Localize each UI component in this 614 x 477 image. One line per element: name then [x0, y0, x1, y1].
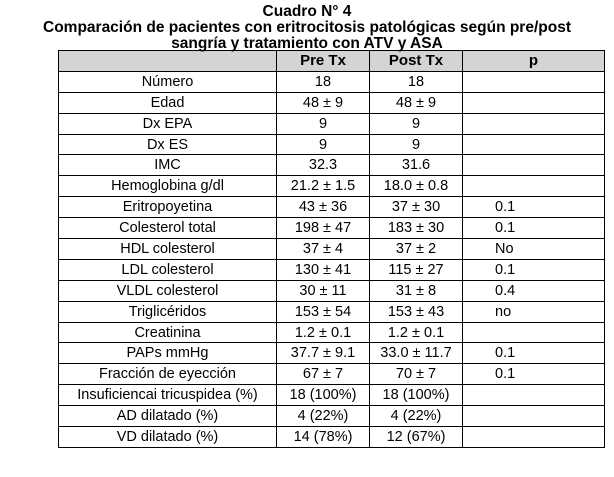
header-p: p — [463, 51, 605, 72]
row-label: VD dilatado (%) — [59, 427, 277, 448]
table-row — [59, 197, 605, 218]
p-value: 0.1 — [463, 259, 605, 280]
table-row — [59, 259, 605, 280]
pre-tx-value: 48 ± 9 — [277, 92, 370, 113]
pre-tx-value: 30 ± 11 — [277, 280, 370, 301]
post-tx-value: 48 ± 9 — [370, 92, 463, 113]
row-label: Creatinina — [59, 322, 277, 343]
p-value — [463, 385, 605, 406]
p-value: no — [463, 301, 605, 322]
pre-tx-value: 153 ± 54 — [277, 301, 370, 322]
table-row — [59, 385, 605, 406]
row-label: Dx EPA — [59, 113, 277, 134]
caption-subtitle-line-1: Comparación de pacientes con eritrocitosis patológicas según pre/post — [43, 19, 571, 36]
p-value: 0.4 — [463, 280, 605, 301]
post-tx-value: 9 — [370, 113, 463, 134]
pre-tx-value: 18 (100%) — [277, 385, 370, 406]
pre-tx-value: 130 ± 41 — [277, 259, 370, 280]
pre-tx-value: 67 ± 7 — [277, 364, 370, 385]
row-label: VLDL colesterol — [59, 280, 277, 301]
p-value: 0.1 — [463, 343, 605, 364]
p-value: 0.1 — [463, 364, 605, 385]
post-tx-value: 115 ± 27 — [370, 259, 463, 280]
table-row — [59, 301, 605, 322]
post-tx-value: 18.0 ± 0.8 — [370, 176, 463, 197]
table-row — [59, 427, 605, 448]
post-tx-value: 37 ± 2 — [370, 239, 463, 260]
post-tx-value: 33.0 ± 11.7 — [370, 343, 463, 364]
pre-tx-value: 37.7 ± 9.1 — [277, 343, 370, 364]
pre-tx-value: 32.3 — [277, 155, 370, 176]
row-label: LDL colesterol — [59, 259, 277, 280]
p-value — [463, 427, 605, 448]
row-label: Triglicéridos — [59, 301, 277, 322]
row-label: Dx ES — [59, 134, 277, 155]
post-tx-value: 37 ± 30 — [370, 197, 463, 218]
pre-tx-value: 198 ± 47 — [277, 218, 370, 239]
p-value — [463, 71, 605, 92]
post-tx-value: 12 (67%) — [370, 427, 463, 448]
table-caption — [0, 0, 614, 50]
header-blank — [59, 51, 277, 72]
pre-tx-value: 1.2 ± 0.1 — [277, 322, 370, 343]
pre-tx-value: 21.2 ± 1.5 — [277, 176, 370, 197]
table-row — [59, 155, 605, 176]
comparison-table — [58, 50, 605, 448]
table-row — [59, 239, 605, 260]
p-value: 0.1 — [463, 218, 605, 239]
row-label: Fracción de eyección — [59, 364, 277, 385]
post-tx-value: 70 ± 7 — [370, 364, 463, 385]
post-tx-value: 18 (100%) — [370, 385, 463, 406]
pre-tx-value: 14 (78%) — [277, 427, 370, 448]
caption-text — [0, 4, 614, 52]
pre-tx-value: 43 ± 36 — [277, 197, 370, 218]
row-label: Número — [59, 71, 277, 92]
post-tx-value: 183 ± 30 — [370, 218, 463, 239]
row-label: Hemoglobina g/dl — [59, 176, 277, 197]
row-label: AD dilatado (%) — [59, 406, 277, 427]
p-value — [463, 134, 605, 155]
table-row — [59, 92, 605, 113]
post-tx-value: 31 ± 8 — [370, 280, 463, 301]
table-row — [59, 343, 605, 364]
pre-tx-value: 9 — [277, 134, 370, 155]
table-row — [59, 406, 605, 427]
row-label: Insuficiencai tricuspidea (%) — [59, 385, 277, 406]
table-row — [59, 322, 605, 343]
row-label: Edad — [59, 92, 277, 113]
caption-subtitle-line-2: sangría y tratamiento con ATV y ASA — [171, 35, 443, 52]
caption-title: Cuadro N° 4 — [262, 3, 352, 20]
table-row — [59, 113, 605, 134]
p-value — [463, 406, 605, 427]
table-row — [59, 364, 605, 385]
p-value — [463, 113, 605, 134]
post-tx-value: 1.2 ± 0.1 — [370, 322, 463, 343]
table-body — [59, 71, 605, 447]
post-tx-value: 9 — [370, 134, 463, 155]
p-value — [463, 155, 605, 176]
p-value: 0.1 — [463, 197, 605, 218]
row-label: HDL colesterol — [59, 239, 277, 260]
post-tx-value: 153 ± 43 — [370, 301, 463, 322]
row-label: Eritropoyetina — [59, 197, 277, 218]
header-pre-tx: Pre Tx — [277, 51, 370, 72]
pre-tx-value: 37 ± 4 — [277, 239, 370, 260]
pre-tx-value: 18 — [277, 71, 370, 92]
table-row — [59, 71, 605, 92]
post-tx-value: 31.6 — [370, 155, 463, 176]
p-value — [463, 322, 605, 343]
table-row — [59, 218, 605, 239]
p-value — [463, 176, 605, 197]
post-tx-value: 4 (22%) — [370, 406, 463, 427]
pre-tx-value: 9 — [277, 113, 370, 134]
header-row — [59, 51, 605, 72]
row-label: PAPs mmHg — [59, 343, 277, 364]
table-row — [59, 176, 605, 197]
header-post-tx: Post Tx — [370, 51, 463, 72]
table-row — [59, 134, 605, 155]
p-value — [463, 92, 605, 113]
pre-tx-value: 4 (22%) — [277, 406, 370, 427]
p-value: No — [463, 239, 605, 260]
row-label: Colesterol total — [59, 218, 277, 239]
row-label: IMC — [59, 155, 277, 176]
table-row — [59, 280, 605, 301]
post-tx-value: 18 — [370, 71, 463, 92]
